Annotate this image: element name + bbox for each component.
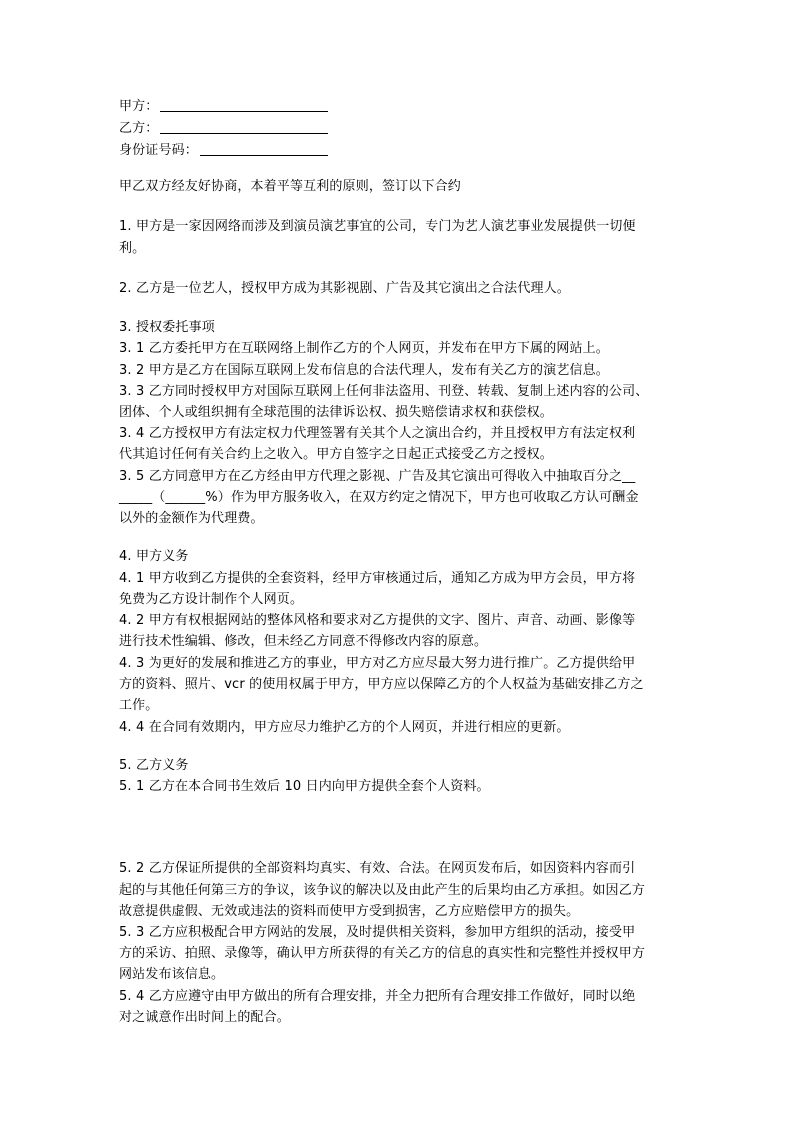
- clause5-line: 5. 乙方义务: [119, 758, 189, 773]
- clause5-line: 5. 2 乙方保证所提供的全部资料均真实、有效、合法。在网页发布后，如因资料内容而引: [119, 861, 636, 876]
- clause5-line: 起的与其他任何第三方的争议，该争议的解决以及由此产生的后果均由乙方承担。如因乙方: [119, 883, 646, 898]
- clause5-line: 对之诚意作出时间上的配合。: [119, 1010, 290, 1025]
- clause5-line: 网站发布该信息。: [119, 967, 225, 982]
- clause3-line: 以外的金额作为代理费。: [119, 511, 264, 526]
- id-line: [119, 140, 328, 162]
- id-label: 身份证号码：: [119, 143, 198, 158]
- clause5-line: 方的采访、拍照、录像等，确认甲方所获得的有关乙方的信息的真实性和完整性并授权甲方: [119, 946, 646, 961]
- clause3-line: 3. 1 乙方委托甲方在互联网络上制作乙方的个人网页，并发布在甲方下属的网站上。: [119, 341, 609, 356]
- clause3-line: 3. 2 甲方是乙方在国际互联网上发布信息的合法代理人，发布有关乙方的演艺信息。: [119, 363, 609, 378]
- clause4-line: 4. 1 甲方收到乙方提供的全套资料，经甲方审核通过后，通知乙方成为甲方会员，甲方将: [119, 571, 636, 586]
- clause5-line: 故意提供虚假、无效或违法的资料而使甲方受到损害，乙方应赔偿甲方的损失。: [119, 904, 580, 919]
- clause4-line: 4. 甲方义务: [119, 549, 189, 564]
- clause2-line: 2. 乙方是一位艺人，授权甲方成为其影视剧、广告及其它演出之合法代理人。: [119, 281, 570, 296]
- clause3-line: 代其追讨任何有关合约上之收入。甲方自签字之日起正式接受乙方之授权。: [119, 447, 553, 462]
- clause4-line: 免费为乙方设计制作个人网页。: [119, 592, 304, 607]
- party-a-label: 甲方：: [119, 99, 159, 114]
- clause5-line: 5. 3 乙方应积极配合甲方网站的发展，及时提供相关资料，参加甲方组织的活动，接受甲: [119, 925, 636, 940]
- clause4-line: 进行技术性编辑、修改，但未经乙方同意不得修改内容的原意。: [119, 634, 488, 649]
- clause4-line: 工作。: [119, 698, 159, 713]
- party-b-line: [119, 118, 328, 140]
- id-blank: [200, 141, 328, 156]
- clause3-line: 团体、个人或组织拥有全球范围的法律诉讼权、损失赔偿请求权和获偿权。: [119, 405, 553, 420]
- clause4-line: 4. 2 甲方有权根据网站的整体风格和要求对乙方提供的文字、图片、声音、动画、影像等: [119, 613, 636, 628]
- clause1-line: 1. 甲方是一家因网络而涉及到演员演艺事宜的公司，专门为艺人演艺事业发展提供一切便: [119, 219, 636, 234]
- intro-text: 甲乙双方经友好协商，本着平等互利的原则，签订以下合约: [119, 179, 461, 194]
- clause1-line: 利。: [119, 241, 146, 256]
- clause3-line: 3. 5 乙方同意甲方在乙方经由甲方代理之影视、广告及其它演出可得收入中抽取百分之__: [119, 469, 636, 484]
- clause5-line: 5. 4 乙方应遵守由甲方做出的所有合理安排，并全力把所有合理安排工作做好，同时以绝: [119, 989, 636, 1004]
- clause4-line: 4. 3 为更好的发展和推进乙方的事业，甲方对乙方应尽最大努力进行推广。乙方提供给甲: [119, 656, 636, 671]
- party-b-blank: [160, 119, 328, 134]
- clause4-line: 4. 4 在合同有效期内，甲方应尽力维护乙方的个人网页，并进行相应的更新。: [119, 720, 570, 735]
- party-b-label: 乙方：: [119, 121, 159, 136]
- party-a-line: [119, 96, 328, 118]
- clause4-line: 方的资料、照片、vcr 的使用权属于甲方，甲方应以保障乙方的个人权益为基础安排乙方之: [119, 677, 644, 692]
- party-a-blank: [160, 97, 328, 112]
- clause3-line: 3. 授权委托事项: [119, 320, 215, 335]
- clause5-line: 5. 1 乙方在本合同书生效后 10 日内向甲方提供全套个人资料。: [119, 779, 490, 794]
- clause3-line: 3. 4 乙方授权甲方有法定权力代理签署有关其个人之演出合约，并且授权甲方有法定权利: [119, 426, 636, 441]
- clause3-line: _____（______%）作为甲方服务收入，在双方约定之情况下，甲方也可收取乙方认可酬金: [119, 490, 639, 505]
- clause3-line: 3. 3 乙方同时授权甲方对国际互联网上任何非法盗用、刊登、转载、复制上述内容的公司、: [119, 384, 649, 399]
